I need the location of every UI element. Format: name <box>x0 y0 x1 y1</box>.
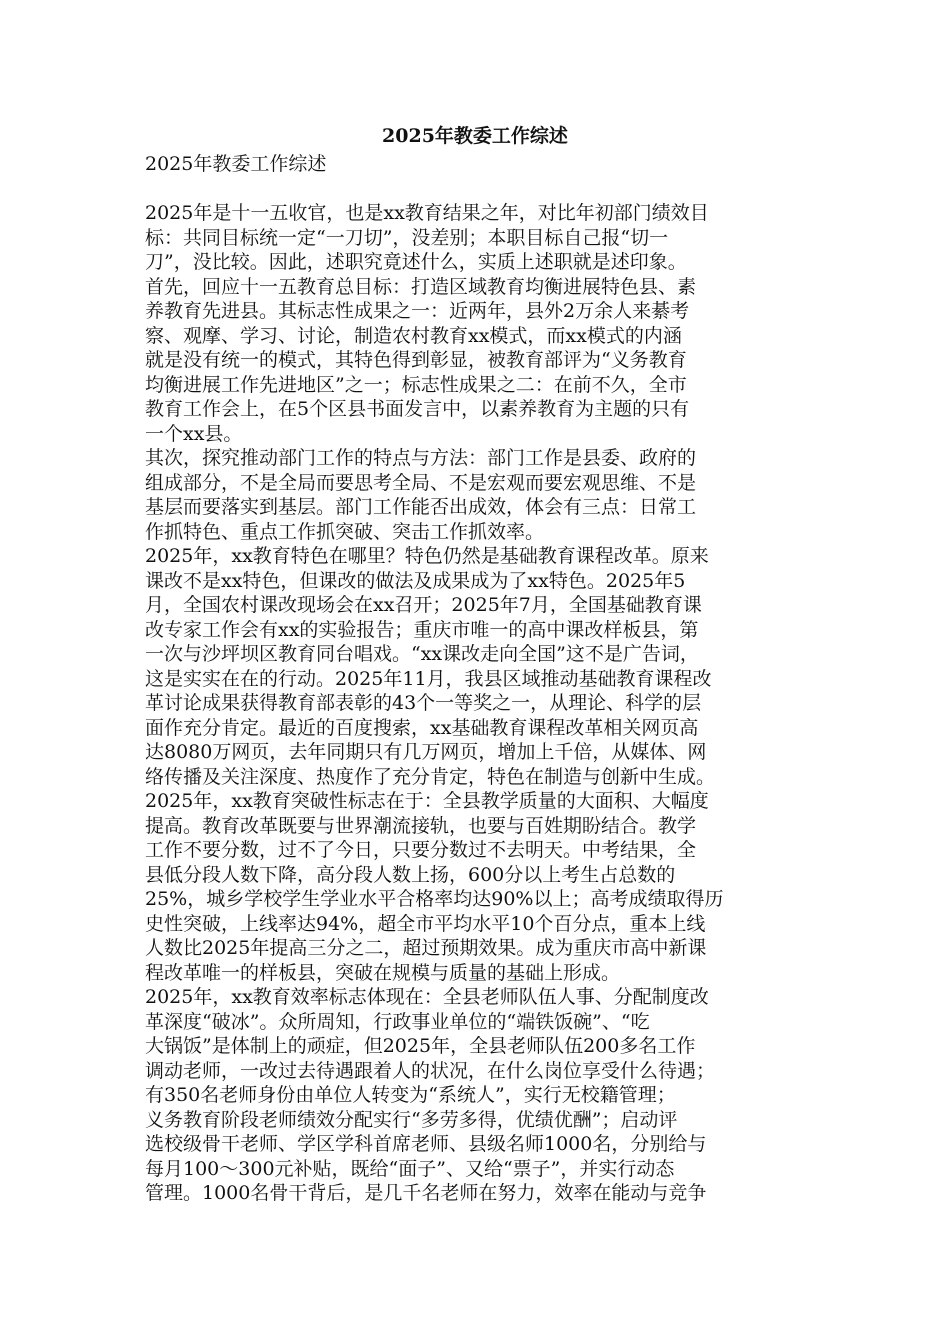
body-line: 一个xx县。 <box>145 422 243 445</box>
body-line: 改专家工作会有xx的实验报告；重庆市唯一的高中课改样板县，第 <box>145 618 699 641</box>
body-line: 义务教育阶段老师绩效分配实行“多劳多得，优绩优酬”；启动评 <box>145 1108 678 1131</box>
body-line: 达8080万网页，去年同期只有几万网页，增加上千倍，从媒体、网 <box>145 741 707 763</box>
body-line: 革深度“破冰”。众所周知，行政事业单位的“端铁饭碗”、“吃 <box>145 1010 650 1033</box>
body-line: 教育工作会上，在5个区县书面发言中，以素养教育为主题的只有 <box>145 398 690 420</box>
body-line: 组成部分，不是全局而要思考全局、不是宏观而要宏观思维、不是 <box>145 471 697 494</box>
body-line: 调动老师，一改过去待遇跟着人的状况，在什么岗位享受什么待遇； <box>145 1059 716 1082</box>
body-line: 县低分段人数下降，高分段人数上扬，600分以上考生占总数的 <box>145 863 676 886</box>
body-line: 大锅饭”是体制上的顽症，但2025年，全县老师队伍200多名工作 <box>145 1035 696 1057</box>
document-subtitle: 2025年教委工作综述 <box>145 153 327 175</box>
body-line: 有350名老师身份由单位人转变为“系统人”，实行无校籍管理； <box>145 1084 676 1106</box>
body-line: 面作充分肯定。最近的百度搜索，xx基础教育课程改革相关网页高 <box>145 716 699 739</box>
body-line: 基层而要落实到基层。部门工作能否出成效，体会有三点：日常工 <box>145 496 697 518</box>
body-line: 首先，回应十一五教育总目标：打造区域教育均衡进展特色县、素 <box>145 275 697 298</box>
body-line: 络传播及关注深度、热度作了充分肯定，特色在制造与创新中生成。 <box>145 765 716 788</box>
body-line: 革讨论成果获得教育部表彰的43个一等奖之一，从理论、科学的层 <box>145 692 702 714</box>
body-line: 一次与沙坪坝区教育同台唱戏。“xx课改走向全国”这不是广告词， <box>145 643 699 665</box>
body-line: 人数比2025年提高三分之二，超过预期效果。成为重庆市高中新课 <box>145 937 707 959</box>
body-line: 提高。教育改革既要与世界潮流接轨，也要与百姓期盼结合。教学 <box>145 814 697 837</box>
body-line: 其次，探究推动部门工作的特点与方法：部门工作是县委、政府的 <box>145 447 697 469</box>
body-line: 2025年，xx教育效率标志体现在：全县老师队伍人事、分配制度改 <box>145 986 709 1008</box>
body-line: 25%，城乡学校学生学业水平合格率均达90%以上；高考成绩取得历 <box>145 888 724 910</box>
body-line: 这是实实在在的行动。2025年11月，我县区域推动基础教育课程改 <box>145 667 712 690</box>
document-body <box>145 201 810 1206</box>
body-line: 每月100～300元补贴，既给“面子”、又给“票子”，并实行动态 <box>145 1157 675 1180</box>
body-line: 均衡进展工作先进地区”之一；标志性成果之二：在前不久，全市 <box>145 373 687 396</box>
body-line: 察、观摩、学习、讨论，制造农村教育xx模式，而xx模式的内涵 <box>145 324 682 347</box>
body-line: 2025年是十一五收官，也是xx教育结果之年，对比年初部门绩效目 <box>145 202 709 224</box>
body-line: 月，全国农村课改现场会在xx召开；2025年7月，全国基础教育课 <box>145 594 702 616</box>
body-line: 2025年，xx教育特色在哪里？特色仍然是基础教育课程改革。原来 <box>145 545 709 567</box>
body-line: 课改不是xx特色，但课改的做法及成果成为了xx特色。2025年5 <box>145 569 686 592</box>
document-title: 2025年教委工作综述 <box>382 125 568 147</box>
body-line: 刀”，没比较。因此，述职究竟述什么，实质上述职就是述印象。 <box>145 251 687 273</box>
body-line: 作抓特色、重点工作抓突破、突击工作抓效率。 <box>145 520 545 543</box>
body-line: 管理。1000名骨干背后，是几千名老师在努力，效率在能动与竞争 <box>145 1182 707 1204</box>
body-line: 选校级骨干老师、学区学科首席老师、县级名师1000名，分别给与 <box>145 1133 707 1155</box>
body-line: 标：共同目标统一定“一刀切”，没差别；本职目标自己报“切一 <box>145 226 669 249</box>
body-line: 养教育先进县。其标志性成果之一：近两年，县外2万余人来綦考 <box>145 300 690 322</box>
body-line: 工作不要分数，过不了今日，只要分数过不去明天。中考结果，全 <box>145 839 697 861</box>
body-line: 程改革唯一的样板县，突破在规模与质量的基础上形成。 <box>145 961 621 984</box>
body-line: 史性突破，上线率达94%，超全市平均水平10个百分点，重本上线 <box>145 912 706 935</box>
body-line: 2025年，xx教育突破性标志在于：全县教学质量的大面积、大幅度 <box>145 790 709 812</box>
body-line: 就是没有统一的模式，其特色得到彰显，被教育部评为“义务教育 <box>145 349 687 371</box>
